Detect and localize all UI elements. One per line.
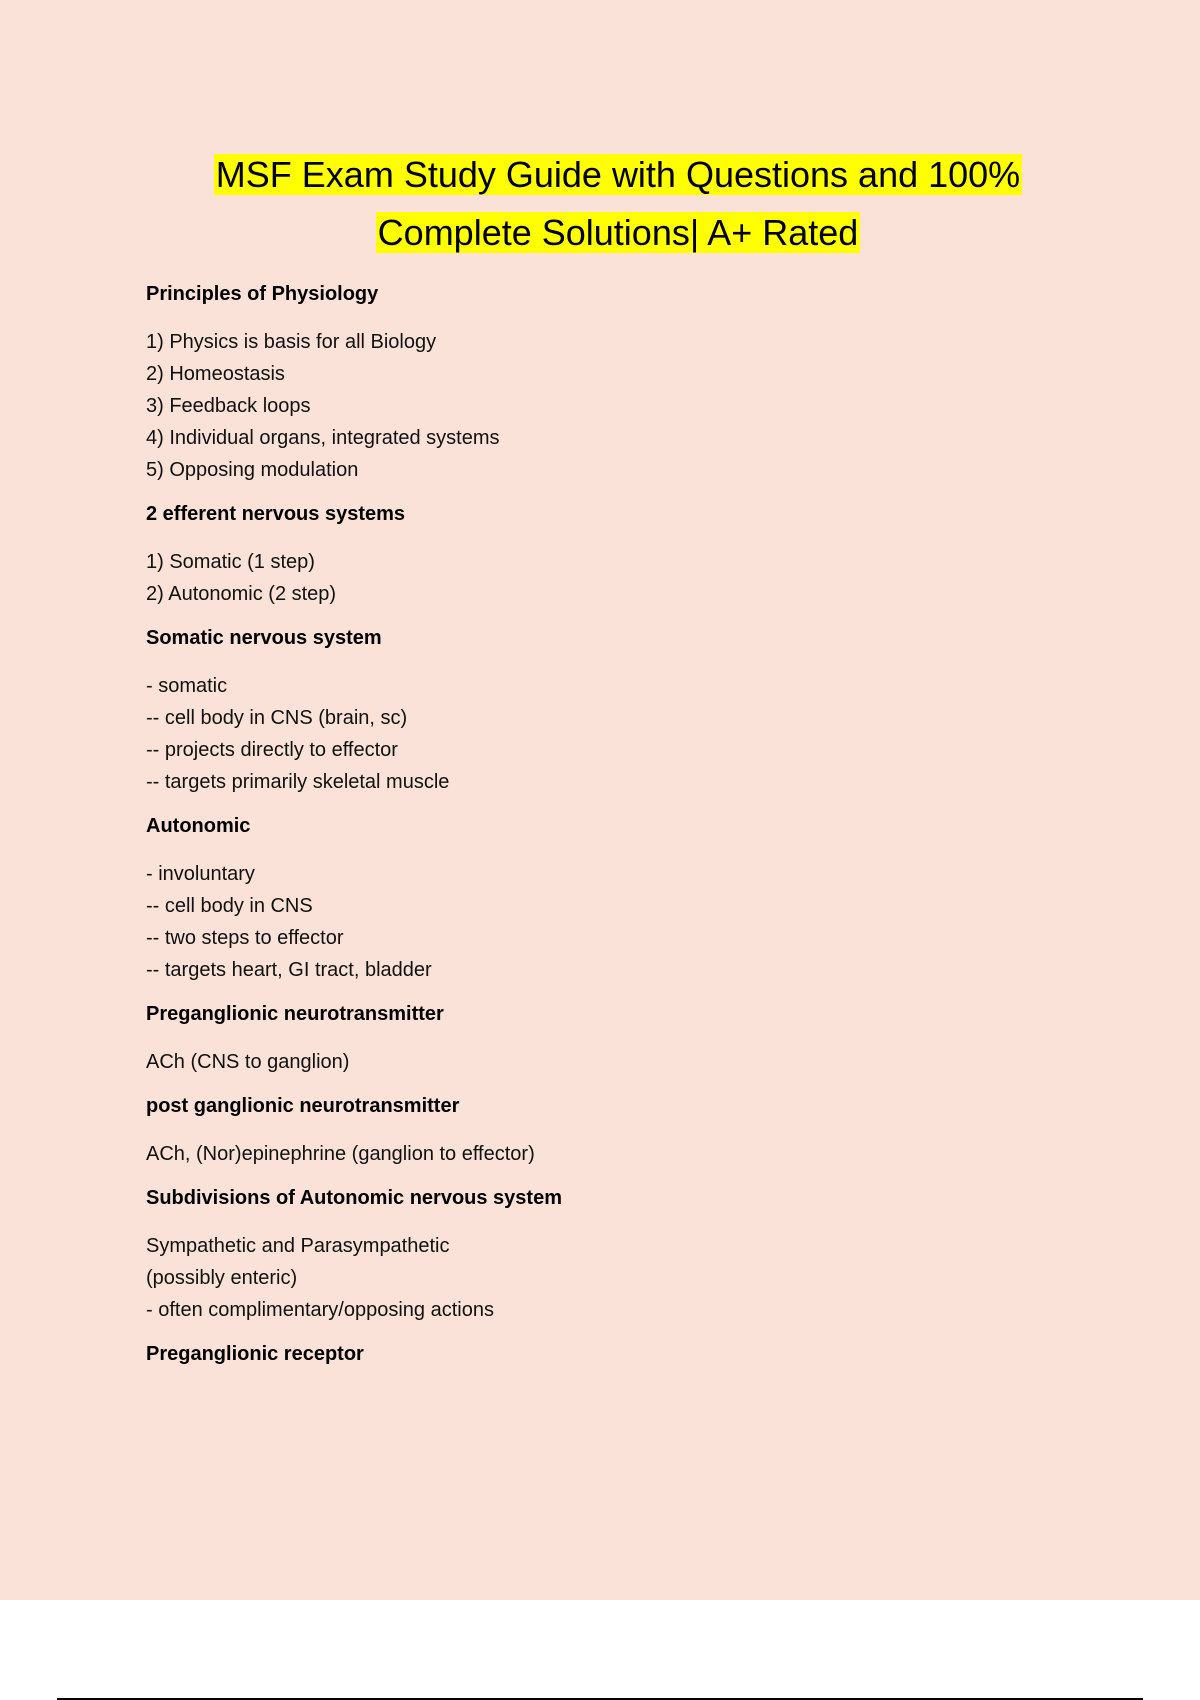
section-heading: Autonomic [146,815,251,837]
section-preganglionic-receptor [146,1340,1046,1368]
section-somatic [146,624,1046,798]
body-line: -- projects directly to effector [146,739,398,761]
body-line: ACh, (Nor)epinephrine (ganglion to effector) [146,1143,535,1165]
section-autonomic [146,812,1046,986]
section-heading: post ganglionic neurotransmitter [146,1095,460,1117]
section-efferent [146,500,1046,610]
section-heading: Preganglionic receptor [146,1343,364,1365]
section-body [146,670,1046,798]
section-heading: Subdivisions of Autonomic nervous system [146,1187,562,1209]
body-line: 1) Somatic (1 step) [146,551,315,573]
body-line: 5) Opposing modulation [146,459,359,481]
body-line: -- cell body in CNS (brain, sc) [146,707,408,729]
document-title [0,146,1200,262]
section-heading: Principles of Physiology [146,283,379,305]
document-content [146,280,1046,1386]
section-heading: Preganglionic neurotransmitter [146,1003,444,1025]
body-line: 4) Individual organs, integrated systems [146,427,500,449]
section-body [146,858,1046,986]
section-body [146,1138,1046,1170]
body-line: 2) Autonomic (2 step) [146,583,337,605]
body-line: -- two steps to effector [146,927,344,949]
body-line: (possibly enteric) [146,1267,298,1289]
title-line-2: Complete Solutions| A+ Rated [377,212,859,253]
body-line: -- targets primarily skeletal muscle [146,771,450,793]
body-line: - often complimentary/opposing actions [146,1299,494,1321]
body-line: -- targets heart, GI tract, bladder [146,959,432,981]
section-principles [146,280,1046,486]
section-body [146,1230,1046,1326]
section-postganglionic-neurotransmitter [146,1092,1046,1170]
body-line: - somatic [146,675,228,697]
body-line: -- cell body in CNS [146,895,313,917]
section-body [146,1046,1046,1078]
section-preganglionic-neurotransmitter [146,1000,1046,1078]
section-heading: 2 efferent nervous systems [146,503,406,525]
body-line: ACh (CNS to ganglion) [146,1051,350,1073]
title-line-1: MSF Exam Study Guide with Questions and 100% [215,154,1021,195]
section-body [146,546,1046,610]
section-heading: Somatic nervous system [146,627,382,649]
body-line: 2) Homeostasis [146,363,285,385]
body-line: 1) Physics is basis for all Biology [146,331,437,353]
section-subdivisions [146,1184,1046,1326]
body-line: 3) Feedback loops [146,395,311,417]
body-line: - involuntary [146,863,255,885]
section-body [146,326,1046,486]
body-line: Sympathetic and Parasympathetic [146,1235,450,1257]
